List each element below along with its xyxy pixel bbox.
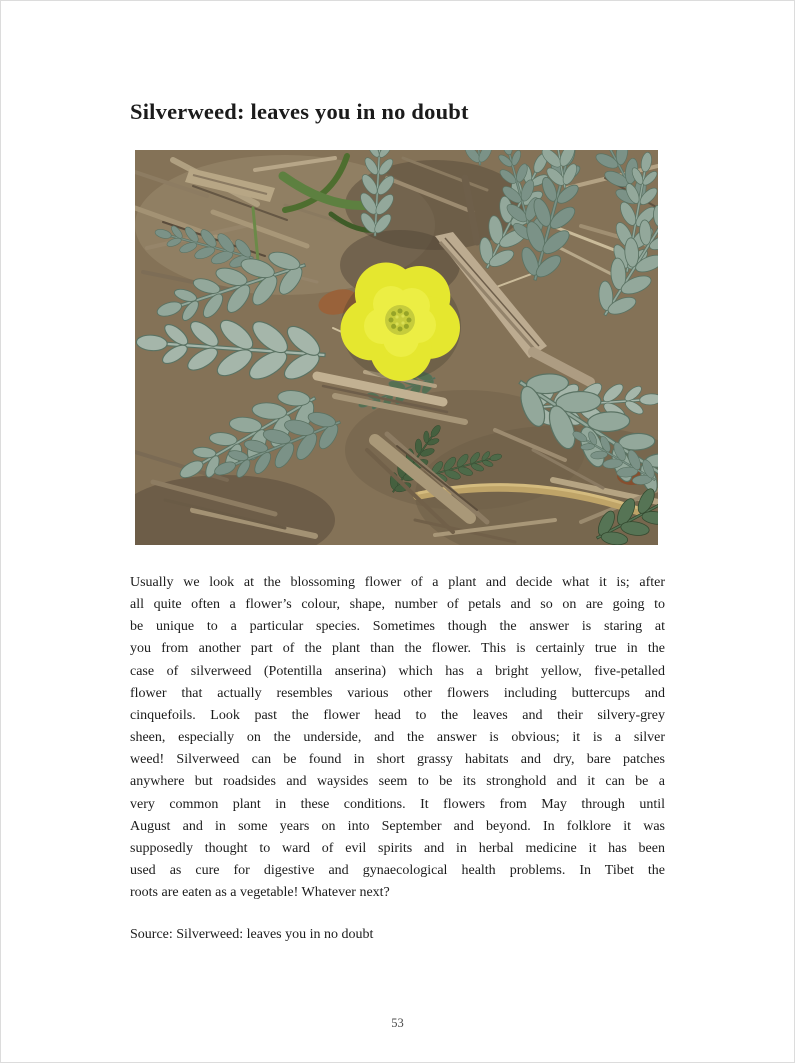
body-line: weed! Silverweed can be found in short grassy habitats and dry, bare patches	[130, 752, 665, 768]
body-line: used as cure for digestive and gynaecological health problems. In Tibet the	[130, 863, 665, 879]
body-line: roots are eaten as a vegetable! Whatever next?	[130, 885, 390, 901]
body-line: you from another part of the plant than the flower. This is certainly true in the	[130, 641, 665, 657]
silverweed-photo-illustration	[135, 150, 658, 545]
page-number: 53	[391, 1016, 404, 1030]
body-line: cinquefoils. Look past the flower head to the leaves and their silvery-grey	[130, 707, 665, 723]
body-line: be unique to a particular species. Sometimes though the answer is staring at	[130, 619, 665, 635]
source-line: Source: Silverweed: leaves you in no doubt	[130, 927, 374, 942]
body-line: flower that actually resembles various other flowers including buttercups and	[130, 685, 665, 701]
body-line: August and in some years on into September and beyond. In folklore it was	[130, 818, 665, 834]
body-line: case of silverweed (Potentilla anserina) which has a bright yellow, five-petalled	[130, 663, 665, 679]
silverweed-photo	[135, 150, 658, 545]
body-line: very common plant in these conditions. It flowers from May through until	[130, 796, 665, 812]
article-body	[130, 572, 665, 904]
body-line: Usually we look at the blossoming flower of a plant and decide what it is; after	[130, 575, 665, 590]
body-line: all quite often a flower’s colour, shape, number of petals and so on are going to	[130, 597, 665, 613]
body-line: supposedly thought to ward of evil spirits and in herbal medicine it has been	[130, 840, 665, 856]
article-title: Silverweed: leaves you in no doubt	[130, 99, 469, 124]
body-line: anywhere but roadsides and waysides seem to be its stronghold and it can be a	[130, 774, 665, 790]
body-line: sheen, especially on the underside, and the answer is obvious; it is a silver	[130, 730, 665, 746]
flower	[341, 263, 462, 382]
